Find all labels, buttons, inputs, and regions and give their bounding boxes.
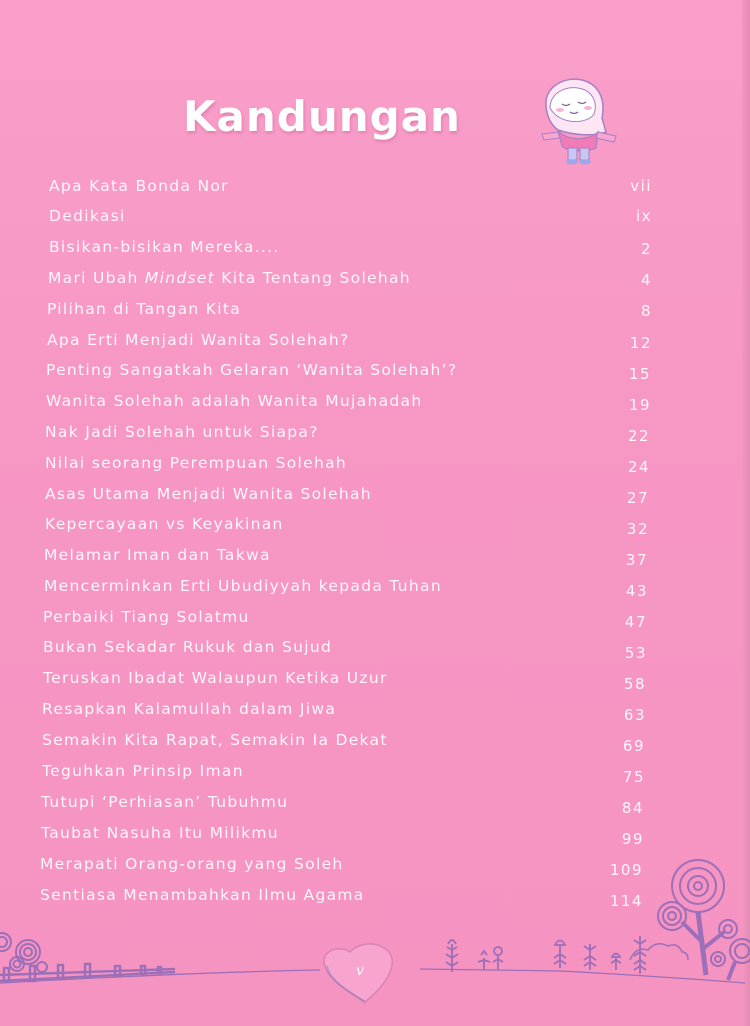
toc-entry-title: Nak Jadi Solehah untuk Siapa?: [45, 423, 319, 441]
toc-entry-title: Wanita Solehah adalah Wanita Mujahadah: [46, 392, 423, 410]
toc-entry-page: 69: [622, 737, 645, 755]
page-number: v: [356, 963, 364, 979]
toc-entry-title: Teguhkan Prinsip Iman: [42, 762, 244, 780]
toc-entry-page: 63: [623, 706, 646, 724]
toc-entry-title: Melamar Iman dan Takwa: [44, 546, 271, 564]
toc-entry-title: Merapati Orang-orang yang Soleh: [40, 855, 344, 873]
toc-entry-title: Dedikasi: [49, 207, 126, 225]
toc-entry-page: 84: [621, 799, 644, 817]
flower-icon: [446, 936, 646, 974]
toc-entry-page: 58: [623, 675, 646, 693]
toc-entry-page: vii: [630, 177, 652, 195]
fence-icon: [0, 964, 175, 982]
toc-entry-page: 2: [640, 240, 652, 258]
toc-entry-page: 43: [625, 582, 648, 600]
toc-entry-title: Pilihan di Tangan Kita: [47, 300, 242, 318]
toc-entry-title-italic: Mindset: [144, 269, 216, 287]
toc-entry-page: ix: [635, 207, 652, 225]
toc-entry-page: 19: [628, 396, 651, 414]
toc-entry-page: 27: [626, 489, 649, 507]
toc-entry-title: Tutupi ‘Perhiasan’ Tubuhmu: [41, 793, 289, 811]
toc-entry-page: 4: [640, 271, 652, 289]
toc-entry-page: 47: [624, 613, 647, 631]
toc-entry-page: 114: [609, 892, 643, 910]
toc-entry-title: Bisikan-bisikan Mereka....: [49, 238, 280, 256]
toc-entry-title: Apa Erti Menjadi Wanita Solehah?: [47, 331, 350, 349]
toc-entry-page: 15: [628, 365, 651, 383]
page-title: Kandungan: [183, 92, 461, 141]
toc-entry-page: 32: [626, 520, 649, 538]
toc-entry-title: Penting Sangatkah Gelaran ‘Wanita Solehah’?: [46, 361, 458, 379]
toc-entry-page: 75: [622, 768, 645, 786]
toc-entry-title: Teruskan Ibadat Walaupun Ketika Uzur: [43, 669, 388, 687]
toc-entry-page: 24: [627, 458, 650, 476]
toc-entry-title: Nilai seorang Perempuan Solehah: [45, 454, 348, 472]
toc-entry-title: Kepercayaan vs Keyakinan: [45, 515, 284, 533]
toc-entry-title: Semakin Kita Rapat, Semakin Ia Dekat: [42, 731, 388, 749]
swirl-tree-icon: [0, 933, 47, 972]
toc-entry-page: 8: [640, 302, 652, 320]
toc-entry-page: 37: [625, 551, 648, 569]
toc-entry-page: 12: [629, 334, 652, 352]
toc-entry-title: Sentiasa Menambahkan Ilmu Agama: [40, 886, 365, 904]
toc-entry-page: 99: [621, 830, 644, 848]
toc-entry-title: Asas Utama Menjadi Wanita Solehah: [45, 485, 372, 503]
toc-entry-title: Bukan Sekadar Rukuk dan Sujud: [43, 638, 333, 656]
toc-entry-title: Resapkan Kalamullah dalam Jiwa: [42, 700, 337, 718]
toc-entry-page: 109: [609, 861, 643, 879]
lollipop-tree-icon: [658, 860, 750, 980]
toc-entry-title: Apa Kata Bonda Nor: [49, 177, 229, 195]
toc-entry-title: Taubat Nasuha Itu Milikmu: [41, 824, 279, 842]
toc-entry-title: Mencerminkan Erti Ubudiyyah kepada Tuhan: [44, 577, 442, 595]
toc-entry-title: Mari Ubah Mindset Kita Tentang Solehah: [48, 269, 411, 287]
toc-entry-page: 22: [627, 427, 650, 445]
toc-entry-title: Perbaiki Tiang Solatmu: [43, 608, 250, 626]
toc-entry-page: 53: [624, 644, 647, 662]
